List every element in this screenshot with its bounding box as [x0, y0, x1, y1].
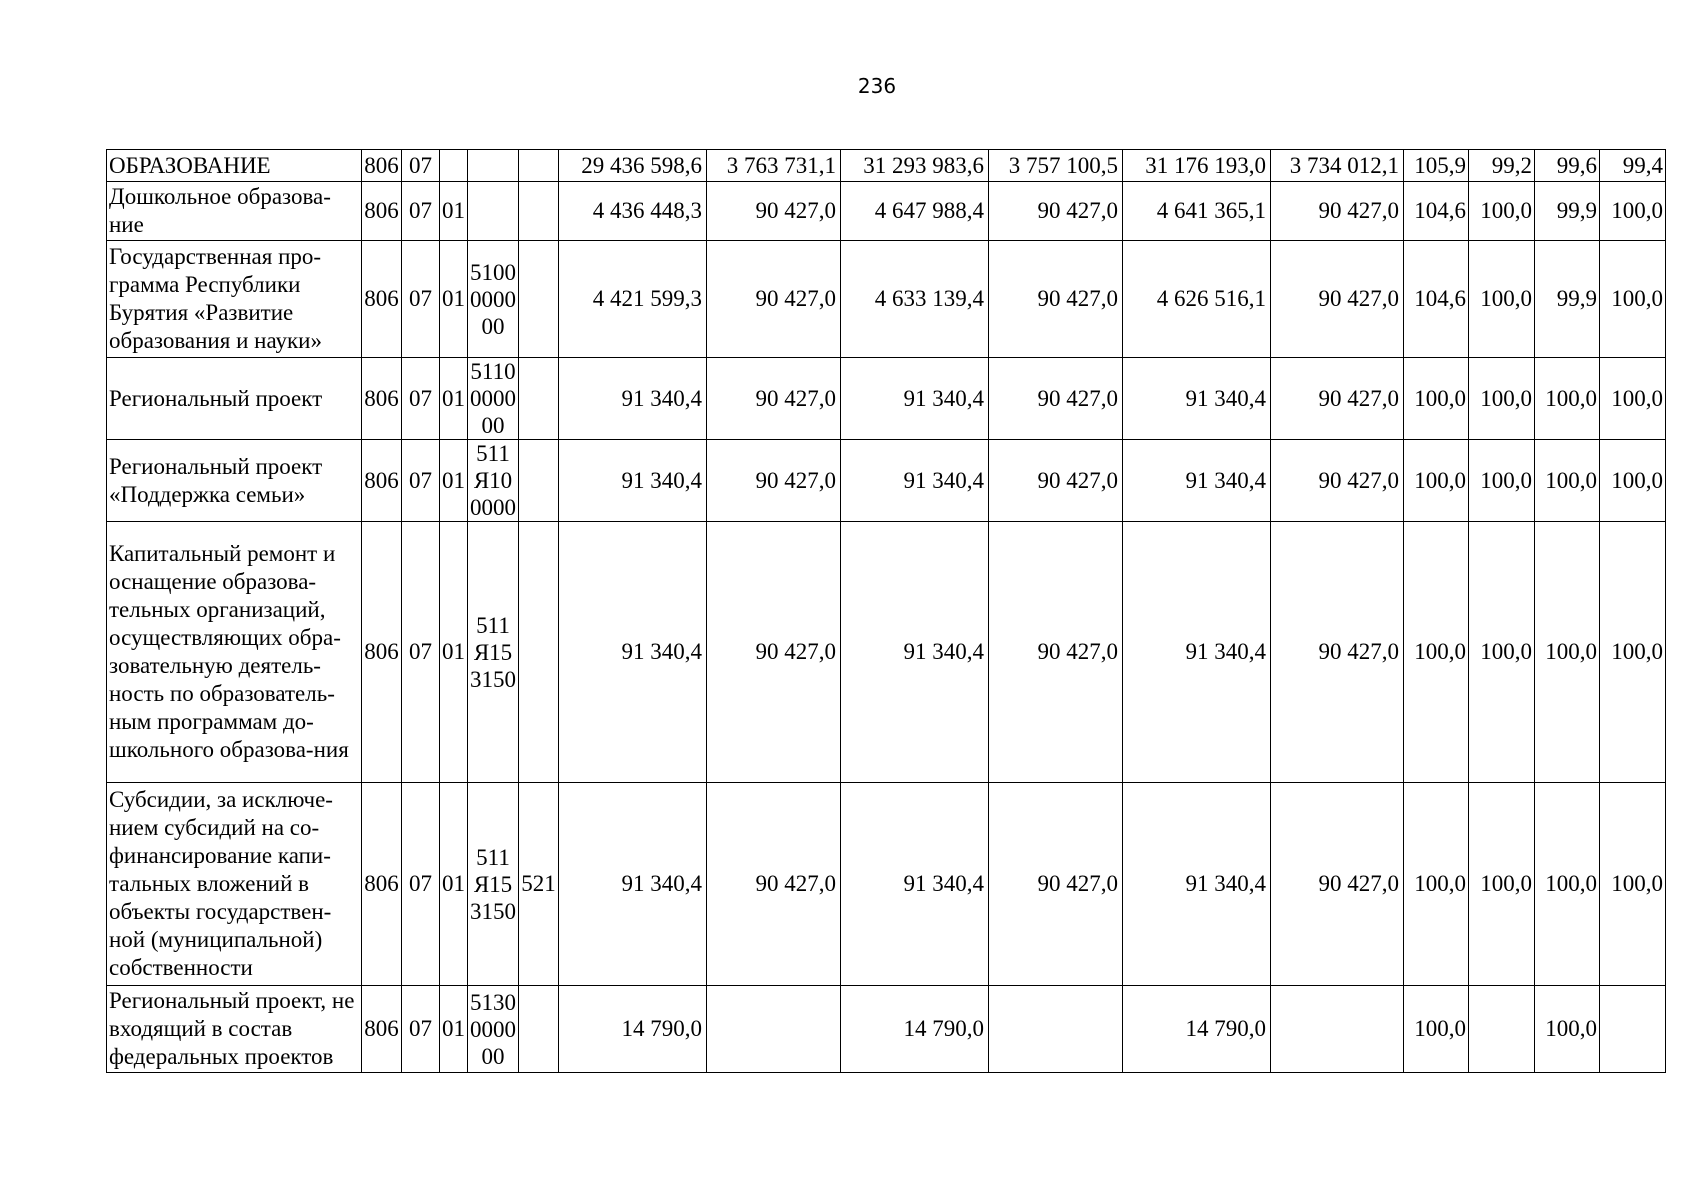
cell-vr [519, 522, 559, 783]
cell-percent: 100,0 [1404, 440, 1469, 522]
cell-percent: 100,0 [1404, 783, 1469, 986]
cell-value: 91 340,4 [1123, 440, 1271, 522]
cell-value: 3 757 100,5 [989, 150, 1123, 182]
cell-value: 91 340,4 [559, 358, 707, 440]
cell-value [989, 986, 1123, 1073]
cell-csr [468, 182, 519, 241]
cell-value: 90 427,0 [707, 522, 841, 783]
cell-percent: 100,0 [1535, 986, 1600, 1073]
cell-percent: 100,0 [1469, 783, 1535, 986]
cell-value: 91 340,4 [1123, 358, 1271, 440]
cell-percent: 104,6 [1404, 182, 1469, 241]
cell-rz: 07 [402, 522, 440, 783]
cell-percent: 99,2 [1469, 150, 1535, 182]
cell-value: 31 176 193,0 [1123, 150, 1271, 182]
cell-value: 4 421 599,3 [559, 241, 707, 358]
table-row [107, 783, 1666, 986]
cell-percent: 105,9 [1404, 150, 1469, 182]
cell-percent: 99,4 [1600, 150, 1666, 182]
cell-value [707, 986, 841, 1073]
cell-value: 91 340,4 [559, 440, 707, 522]
cell-vr [519, 241, 559, 358]
cell-csr: 511Я153150 [468, 522, 519, 783]
cell-value: 90 427,0 [1271, 241, 1404, 358]
cell-value: 4 641 365,1 [1123, 182, 1271, 241]
cell-value: 4 626 516,1 [1123, 241, 1271, 358]
cell-percent: 100,0 [1535, 358, 1600, 440]
cell-percent: 100,0 [1404, 986, 1469, 1073]
cell-value: 4 633 139,4 [841, 241, 989, 358]
cell-value: 4 436 448,3 [559, 182, 707, 241]
table-row [107, 241, 1666, 358]
cell-csr: 5130000000 [468, 986, 519, 1073]
cell-percent: 100,0 [1535, 783, 1600, 986]
cell-value: 14 790,0 [841, 986, 989, 1073]
cell-rz: 07 [402, 358, 440, 440]
cell-gr: 806 [362, 150, 402, 182]
cell-rz: 07 [402, 241, 440, 358]
cell-value: 91 340,4 [841, 358, 989, 440]
cell-percent: 100,0 [1600, 358, 1666, 440]
cell-percent: 100,0 [1600, 440, 1666, 522]
cell-rz: 07 [402, 150, 440, 182]
table-row [107, 440, 1666, 522]
cell-value: 90 427,0 [989, 440, 1123, 522]
cell-rz: 07 [402, 986, 440, 1073]
cell-percent: 99,9 [1535, 182, 1600, 241]
cell-value: 90 427,0 [989, 182, 1123, 241]
cell-gr: 806 [362, 783, 402, 986]
cell-percent: 100,0 [1469, 241, 1535, 358]
cell-pr: 01 [440, 241, 468, 358]
cell-value: 90 427,0 [1271, 358, 1404, 440]
row-name: Региональный проект, не входящий в состав федеральных проектов [107, 986, 362, 1073]
cell-value: 31 293 983,6 [841, 150, 989, 182]
cell-gr: 806 [362, 241, 402, 358]
cell-vr: 521 [519, 783, 559, 986]
cell-gr: 806 [362, 182, 402, 241]
cell-percent: 100,0 [1469, 182, 1535, 241]
cell-value: 90 427,0 [707, 241, 841, 358]
cell-percent: 100,0 [1404, 358, 1469, 440]
row-name: ОБРАЗОВАНИЕ [107, 150, 362, 182]
cell-percent: 100,0 [1404, 522, 1469, 783]
cell-pr: 01 [440, 783, 468, 986]
cell-pr: 01 [440, 986, 468, 1073]
cell-percent: 100,0 [1600, 241, 1666, 358]
cell-percent: 100,0 [1535, 522, 1600, 783]
cell-value: 90 427,0 [989, 358, 1123, 440]
cell-pr [440, 150, 468, 182]
table-row [107, 182, 1666, 241]
cell-csr: 5100000000 [468, 241, 519, 358]
cell-percent: 100,0 [1469, 522, 1535, 783]
cell-percent [1600, 986, 1666, 1073]
cell-value: 91 340,4 [1123, 783, 1271, 986]
cell-pr: 01 [440, 182, 468, 241]
cell-percent: 104,6 [1404, 241, 1469, 358]
cell-percent: 99,9 [1535, 241, 1600, 358]
row-name: Капитальный ремонт и оснащение образова-тельных организаций, осуществляющих обра-зовательную деятель-ность по образователь-ным программам до-школьного образова-ния [107, 522, 362, 783]
cell-csr: 511Я100000 [468, 440, 519, 522]
row-name: Субсидии, за исключе-нием субсидий на со-финансирование капи-тальных вложений в объекты государствен-ной (муниципальной) собственности [107, 783, 362, 986]
cell-percent: 100,0 [1600, 182, 1666, 241]
budget-table [106, 149, 1666, 1073]
cell-csr: 511Я153150 [468, 783, 519, 986]
cell-rz: 07 [402, 440, 440, 522]
cell-value: 90 427,0 [707, 182, 841, 241]
cell-csr: 5110000000 [468, 358, 519, 440]
cell-rz: 07 [402, 182, 440, 241]
cell-vr [519, 440, 559, 522]
cell-value: 91 340,4 [841, 522, 989, 783]
page-number: 236 [857, 74, 897, 98]
cell-percent: 99,6 [1535, 150, 1600, 182]
cell-value: 91 340,4 [1123, 522, 1271, 783]
cell-pr: 01 [440, 522, 468, 783]
cell-percent: 100,0 [1469, 358, 1535, 440]
cell-pr: 01 [440, 358, 468, 440]
cell-csr [468, 150, 519, 182]
cell-vr [519, 986, 559, 1073]
cell-value: 90 427,0 [989, 241, 1123, 358]
row-name: Региональный проект [107, 358, 362, 440]
cell-vr [519, 358, 559, 440]
table-row [107, 150, 1666, 182]
cell-percent: 100,0 [1600, 783, 1666, 986]
cell-value: 90 427,0 [989, 522, 1123, 783]
cell-value: 90 427,0 [1271, 522, 1404, 783]
cell-value: 91 340,4 [559, 522, 707, 783]
cell-value: 14 790,0 [559, 986, 707, 1073]
cell-value: 90 427,0 [1271, 440, 1404, 522]
cell-value: 91 340,4 [559, 783, 707, 986]
cell-value: 91 340,4 [841, 440, 989, 522]
cell-percent [1469, 986, 1535, 1073]
cell-vr [519, 150, 559, 182]
table-row [107, 986, 1666, 1073]
cell-value: 91 340,4 [841, 783, 989, 986]
cell-value: 90 427,0 [1271, 783, 1404, 986]
cell-rz: 07 [402, 783, 440, 986]
cell-value: 29 436 598,6 [559, 150, 707, 182]
row-name: Дошкольное образова-ние [107, 182, 362, 241]
cell-value: 14 790,0 [1123, 986, 1271, 1073]
cell-percent: 100,0 [1535, 440, 1600, 522]
cell-pr: 01 [440, 440, 468, 522]
cell-percent: 100,0 [1600, 522, 1666, 783]
cell-value: 90 427,0 [707, 783, 841, 986]
cell-value: 90 427,0 [989, 783, 1123, 986]
row-name: Региональный проект «Поддержка семьи» [107, 440, 362, 522]
cell-percent: 100,0 [1469, 440, 1535, 522]
cell-value: 90 427,0 [1271, 182, 1404, 241]
table-row [107, 522, 1666, 783]
cell-value: 90 427,0 [707, 358, 841, 440]
cell-value: 4 647 988,4 [841, 182, 989, 241]
cell-gr: 806 [362, 358, 402, 440]
cell-value: 3 763 731,1 [707, 150, 841, 182]
cell-gr: 806 [362, 522, 402, 783]
cell-gr: 806 [362, 440, 402, 522]
row-name: Государственная про-грамма Республики Бурятия «Развитие образования и науки» [107, 241, 362, 358]
cell-value: 3 734 012,1 [1271, 150, 1404, 182]
cell-value: 90 427,0 [707, 440, 841, 522]
table-row [107, 358, 1666, 440]
cell-value [1271, 986, 1404, 1073]
cell-gr: 806 [362, 986, 402, 1073]
cell-vr [519, 182, 559, 241]
